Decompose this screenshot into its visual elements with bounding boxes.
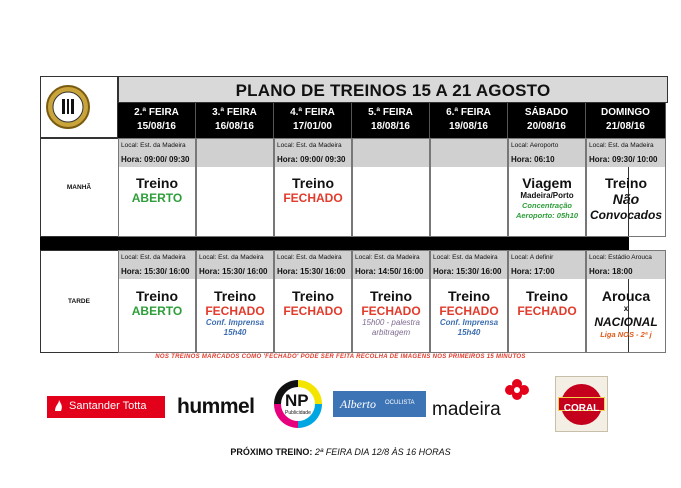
- madeira-logo-text: madeira: [432, 399, 501, 420]
- activity-title: Treino: [135, 288, 178, 304]
- santander-logo: [47, 396, 165, 423]
- slot-time: Hora: 09:00/ 09:30: [275, 153, 351, 167]
- slot-location: Local: Aeroporto: [509, 139, 585, 153]
- day-name: SÁBADO: [524, 107, 569, 118]
- slot-location: Local: Est. da Madeira: [119, 139, 195, 153]
- day-name: DOMINGO: [601, 107, 650, 118]
- afternoon-cell-1: [118, 250, 196, 353]
- day-header-6: [508, 103, 586, 138]
- day-date: 20/08/16: [527, 121, 566, 132]
- activity-detail: Convocados: [589, 208, 662, 222]
- slot-time: Hora: 15:30/ 16:00: [197, 265, 273, 279]
- activity-status: FECHADO: [517, 304, 577, 318]
- page-title: PLANO DE TREINOS 15 A 21 AGOSTO: [118, 76, 668, 103]
- alberto-logo-subtext: OCULISTA: [385, 400, 415, 406]
- day-name: 5.ª FEIRA: [368, 107, 413, 118]
- slot-activity: [197, 288, 273, 338]
- day-name: 2.ª FEIRA: [134, 107, 179, 118]
- day-header-5: [430, 103, 508, 138]
- empty-slot-header: [353, 139, 429, 167]
- slot-activity: [509, 288, 585, 318]
- slot-time: Hora: 09:30/ 10:00: [587, 153, 665, 167]
- activity-title: Treino: [525, 288, 568, 304]
- slot-location: Local: Est. da Madeira: [275, 251, 351, 265]
- coral-logo: [555, 376, 608, 432]
- day-header-2: [196, 103, 274, 138]
- slot-activity: [587, 175, 665, 223]
- slot-location: Local: Est. da Madeira: [353, 251, 429, 265]
- activity-status: FECHADO: [361, 304, 421, 318]
- slot-activity: [587, 288, 665, 340]
- alberto-oculista-logo: [333, 391, 426, 417]
- afternoon-cell-2: [196, 250, 274, 353]
- slot-time: Hora: 06:10: [509, 153, 585, 167]
- activity-title: Treino: [213, 288, 256, 304]
- activity-title: Treino: [369, 288, 412, 304]
- np-logo: [272, 378, 324, 435]
- hummel-logo: [177, 395, 255, 419]
- next-training-label: PRÓXIMO TREINO:: [230, 447, 313, 457]
- slot-location: Local: Est. da Madeira: [119, 251, 195, 265]
- activity-extra: arbitragem: [371, 328, 411, 337]
- slot-time: Hora: 09:00/ 09:30: [119, 153, 195, 167]
- santander-logo-text: Santander Totta: [69, 400, 147, 412]
- activity-status: FECHADO: [439, 304, 499, 318]
- activity-title: Viagem: [522, 175, 572, 191]
- slot-time: Hora: 14:50/ 16:00: [353, 265, 429, 279]
- day-name: 4.ª FEIRA: [290, 107, 335, 118]
- training-plan-table: [40, 76, 662, 353]
- slot-location: Local: Est. da Madeira: [197, 251, 273, 265]
- np-logo-text: NP: [285, 391, 309, 410]
- hummel-logo-text: hummel: [177, 395, 255, 418]
- morning-cell-5: [430, 138, 508, 237]
- next-training-text: 2ª FEIRA DIA 12/8 ÀS 16 HORAS: [314, 447, 451, 457]
- morning-cell-3: [274, 138, 352, 237]
- closed-training-note: NOS TREINOS MARCADOS COMO 'FECHADO' PODE SER FEITA RECOLHA DE IMAGENS NOS PRIMEIROS 15 MINUTOS: [155, 354, 526, 360]
- day-date: 15/08/16: [137, 121, 176, 132]
- slot-time: Hora: 15:30/ 16:00: [431, 265, 507, 279]
- afternoon-cell-5: [430, 250, 508, 353]
- empty-slot-header: [197, 139, 273, 167]
- activity-status: FECHADO: [283, 191, 343, 205]
- day-name: 6.ª FEIRA: [446, 107, 491, 118]
- activity-status: Madeira/Porto: [520, 191, 574, 200]
- day-date: 21/08/16: [606, 121, 645, 132]
- activity-detail: Concentração: [521, 201, 572, 210]
- alberto-logo-text: Alberto: [340, 397, 376, 411]
- coral-logo-text: CORAL: [563, 403, 600, 414]
- slot-activity: [431, 288, 507, 338]
- slot-activity: [119, 175, 195, 205]
- madeira-flower-icon: [504, 378, 530, 407]
- slot-activity: [275, 175, 351, 205]
- empty-slot-header: [431, 139, 507, 167]
- activity-detail: NACIONAL: [594, 315, 658, 329]
- activity-extra: 15h40: [457, 328, 481, 337]
- activity-status: x: [623, 304, 629, 313]
- day-date: 16/08/16: [215, 121, 254, 132]
- morning-cell-4: [352, 138, 430, 237]
- slot-location: Local: Est. da Madeira: [431, 251, 507, 265]
- afternoon-cell-6: [508, 250, 586, 353]
- club-crest-logo: [40, 76, 118, 138]
- slot-time: Hora: 18:00: [587, 265, 665, 279]
- activity-detail: Conf. Imprensa: [439, 318, 499, 327]
- np-logo-subtext: Publicidade: [285, 410, 311, 416]
- activity-extra: Liga NOS - 2ª j: [600, 330, 652, 339]
- activity-status: FECHADO: [205, 304, 265, 318]
- activity-status: ABERTO: [131, 304, 183, 318]
- day-date: 17/01/00: [293, 121, 332, 132]
- activity-status: FECHADO: [283, 304, 343, 318]
- slot-time: Hora: 15:30/ 16:00: [119, 265, 195, 279]
- day-header-4: [352, 103, 430, 138]
- activity-detail: 15h00 - palestra: [362, 318, 420, 327]
- day-date: 18/08/16: [371, 121, 410, 132]
- activity-detail: Conf. Imprensa: [205, 318, 265, 327]
- slot-location: Local: A definir: [509, 251, 585, 265]
- slot-activity: [353, 288, 429, 338]
- morning-cell-2: [196, 138, 274, 237]
- activity-extra: Aeroporto: 05h10: [515, 211, 579, 220]
- activity-title: Treino: [291, 175, 334, 191]
- day-name: 3.ª FEIRA: [212, 107, 257, 118]
- next-training-footer: [0, 447, 681, 457]
- day-header-1: [118, 103, 196, 138]
- activity-status: ABERTO: [131, 191, 183, 205]
- madeira-logo: [432, 399, 501, 421]
- slot-activity: [275, 288, 351, 318]
- row-label-afternoon: TARDE: [68, 298, 90, 305]
- activity-status: Não: [612, 191, 640, 207]
- slot-activity: [509, 175, 585, 221]
- day-header-7: [586, 103, 666, 138]
- slot-time: Hora: 15:30/ 16:00: [275, 265, 351, 279]
- slot-activity: [119, 288, 195, 318]
- slot-location: Local: Est. da Madeira: [587, 139, 665, 153]
- activity-title: Treino: [291, 288, 334, 304]
- slot-location: Local: Estádio Arouca: [587, 251, 665, 265]
- row-separator: [40, 237, 629, 250]
- activity-title: Treino: [604, 175, 647, 191]
- morning-cell-1: [118, 138, 196, 237]
- morning-cell-7: [586, 138, 666, 237]
- afternoon-cell-7: [586, 250, 666, 353]
- activity-title: Treino: [135, 175, 178, 191]
- morning-cell-6: [508, 138, 586, 237]
- afternoon-cell-3: [274, 250, 352, 353]
- slot-location: Local: Est. da Madeira: [275, 139, 351, 153]
- activity-extra: 15h40: [223, 328, 247, 337]
- row-label-morning: MANHÃ: [66, 184, 92, 191]
- activity-title: Treino: [447, 288, 490, 304]
- afternoon-cell-4: [352, 250, 430, 353]
- slot-time: Hora: 17:00: [509, 265, 585, 279]
- day-header-3: [274, 103, 352, 138]
- activity-title: Arouca: [601, 288, 651, 304]
- day-date: 19/08/16: [449, 121, 488, 132]
